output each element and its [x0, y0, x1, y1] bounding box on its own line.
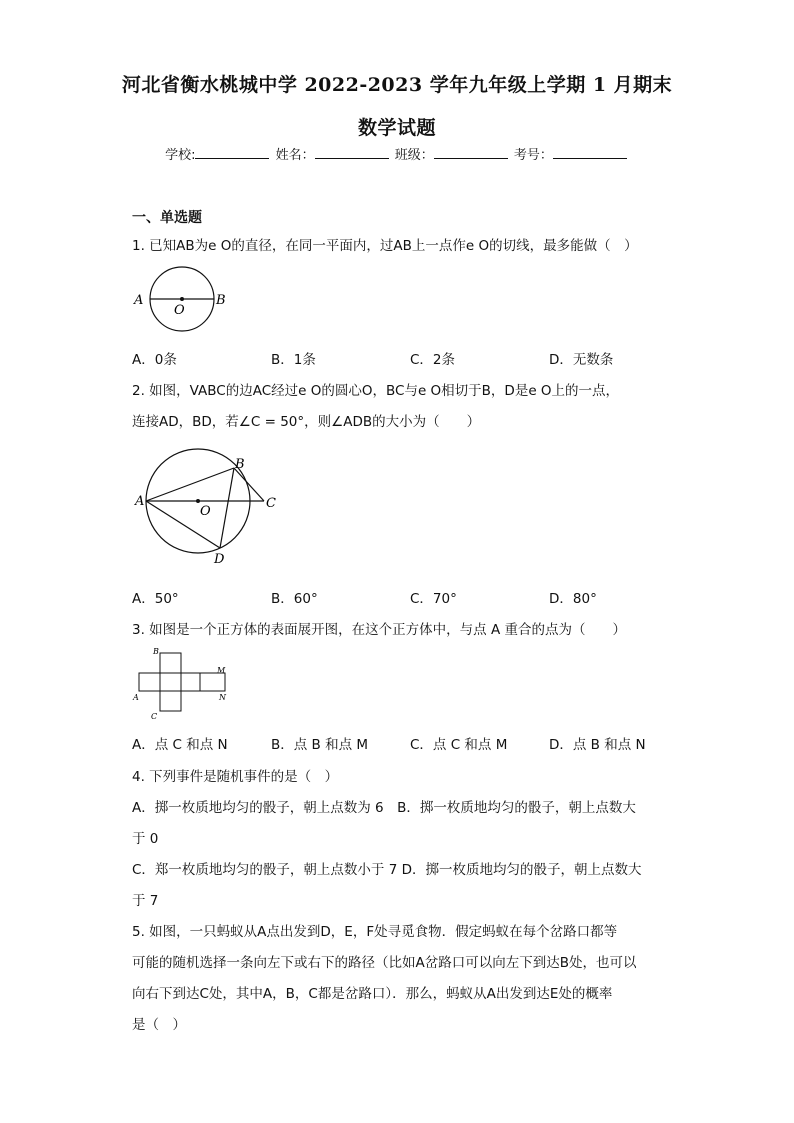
q2-center-dot	[196, 499, 200, 503]
q1-options	[132, 348, 672, 368]
q2-option-d[interactable]: D．80°	[549, 591, 597, 607]
q3-label-c: C	[151, 712, 158, 721]
q2-line-bd	[220, 468, 234, 548]
q2-text-line2: 连接AD，BD，若∠C = 50°，则∠ADB的大小为（ ）	[132, 414, 481, 430]
q4-text: 4. 下列事件是随机事件的是（ ）	[132, 769, 339, 785]
q1-label-a: A	[134, 293, 144, 308]
q2-line-bc	[234, 468, 264, 501]
q1-option-a[interactable]: A．0条	[132, 352, 177, 368]
class-label: 班级：	[394, 148, 434, 163]
name-blank[interactable]	[315, 146, 389, 159]
q3-label-m: M	[217, 666, 226, 675]
q1-option-c[interactable]: C．2条	[410, 352, 456, 368]
q3-net-row	[139, 673, 225, 691]
q1-label-b: B	[216, 293, 226, 308]
q2-option-a[interactable]: A．50°	[132, 591, 179, 607]
q4-options-ab-cont: 于 0	[132, 831, 159, 847]
number-blank[interactable]	[553, 146, 627, 159]
q2-label-o: O	[200, 504, 211, 519]
number-label: 考号：	[513, 148, 553, 163]
q4-options-cd-cont: 于 7	[132, 893, 159, 909]
q2-label-c: C	[266, 496, 276, 511]
q3-option-d[interactable]: D．点 B 和点 N	[549, 737, 646, 753]
q2-text-line1: 2. 如图，VABC的边AC经过e O的圆心O，BC与e O相切于B，D是e O上的一点，	[132, 383, 620, 399]
q1-figure	[130, 262, 230, 342]
school-label: 学校:	[165, 148, 196, 163]
q5-text-line2: 可能的随机选择一条向左下或右下的路径（比如A岔路口可以向左下到达B处，也可以	[132, 955, 637, 971]
q2-option-b[interactable]: B．60°	[271, 591, 318, 607]
q1-option-b[interactable]: B．1条	[271, 352, 316, 368]
q3-label-n: N	[219, 693, 226, 702]
q3-option-a[interactable]: A．点 C 和点 N	[132, 737, 228, 753]
exam-title-line2: 数学试题	[357, 117, 436, 139]
section-title: 一、单选题	[132, 210, 202, 226]
q2-options	[132, 587, 672, 607]
q5-text-line3: 向右下到达C处，其中A，B，C都是岔路口）．那么，蚂蚁从A出发到达E处的概率	[132, 986, 613, 1002]
q3-text: 3. 如图是一个正方体的表面展开图，在这个正方体中，与点 A 重合的点为（ ）	[132, 622, 626, 638]
class-blank[interactable]	[434, 146, 508, 159]
q2-label-d: D	[214, 552, 225, 567]
name-label: 姓名：	[275, 148, 315, 163]
q2-option-c[interactable]: C．70°	[410, 591, 457, 607]
q3-label-b: B	[153, 647, 159, 656]
student-info-row	[0, 144, 794, 163]
q3-option-c[interactable]: C．点 C 和点 M	[410, 737, 508, 753]
q2-label-a: A	[135, 494, 145, 509]
q2-label-b: B	[235, 457, 245, 472]
q3-options	[132, 733, 672, 753]
q3-net-bottom	[160, 691, 181, 711]
q1-label-o: O	[174, 303, 185, 318]
q5-text-line1: 5. 如图，一只蚂蚁从A点出发到D，E，F处寻觅食物．假定蚂蚁在每个岔路口都等	[132, 924, 618, 940]
q4-options-ab[interactable]: A．掷一枚质地均匀的骰子，朝上点数为 6 B．掷一枚质地均匀的骰子，朝上点数大	[132, 800, 636, 816]
school-blank[interactable]	[195, 146, 269, 159]
q3-option-b[interactable]: B．点 B 和点 M	[271, 737, 369, 753]
q1-option-d[interactable]: D．无数条	[549, 352, 614, 368]
q2-figure	[130, 450, 290, 570]
q3-cube-net	[132, 647, 232, 722]
q2-line-ab	[146, 468, 234, 501]
q3-label-a: A	[133, 693, 139, 702]
q1-text: 1. 已知AB为e O的直径，在同一平面内，过AB上一点作e O的切线，最多能做（ ）	[132, 238, 638, 254]
q3-net-top	[160, 653, 181, 673]
q5-text-line4: 是（ ）	[132, 1017, 186, 1033]
q1-center-dot	[180, 297, 184, 301]
exam-title-line1: 河北省衡水桃城中学 2022-2023 学年九年级上学期 1 月期末	[121, 74, 673, 96]
q4-options-cd[interactable]: C．郑一枚质地均匀的骰子，朝上点数小于 7 D．掷一枚质地均匀的骰子，朝上点数大	[132, 862, 642, 878]
